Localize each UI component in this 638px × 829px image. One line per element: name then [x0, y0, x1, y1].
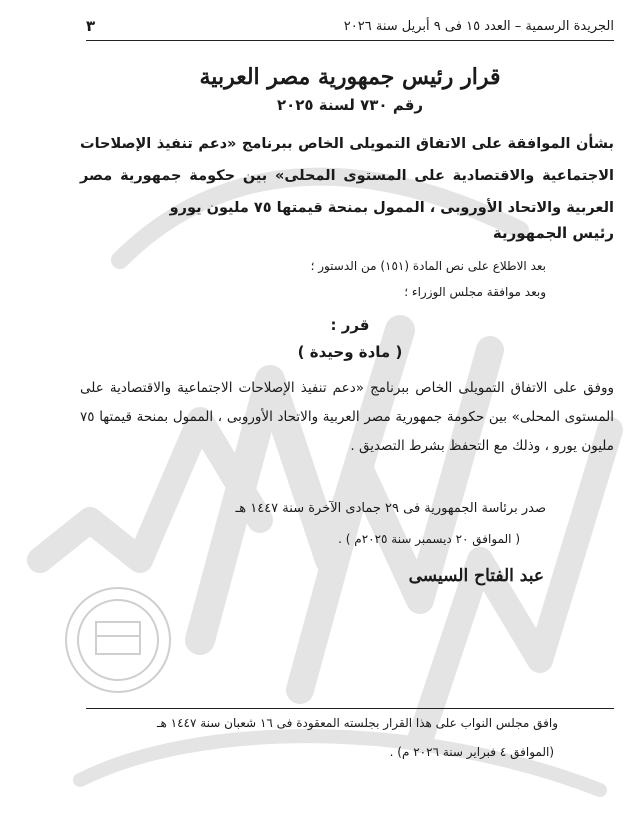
president-heading: رئيس الجمهورية: [492, 224, 614, 242]
preamble-constitution: بعد الاطلاع على نص المادة (١٥١) من الدستور ؛: [310, 259, 546, 273]
president-signature: عبد الفتاح السيسى: [408, 566, 544, 586]
article-title: ( مادة وحيدة ): [297, 343, 403, 361]
page-number: ٣: [86, 17, 96, 35]
footnote-parliament-approval: وافق مجلس النواب على هذا القرار بجلسته المعقودة فى ١٦ شعبان سنة ١٤٤٧ هـ: [156, 716, 558, 730]
issued-gregorian-date: ( الموافق ٢٠ ديسمبر سنة ٢٠٢٥م ) .: [338, 532, 520, 546]
decided-heading: قرر :: [330, 316, 370, 334]
decree-number: رقم ٧٣٠ لسنة ٢٠٢٥: [276, 96, 424, 114]
footnote-gregorian-date: (الموافق ٤ فبراير سنة ٢٠٢٦ م) .: [389, 745, 554, 759]
page-header: [86, 14, 614, 38]
publication-info: الجريدة الرسمية – العدد ١٥ فى ٩ أبريل سنة ٢٠٢٦: [343, 18, 614, 34]
issued-hijri-date: صدر برئاسة الجمهورية فى ٢٩ جمادى الآخرة سنة ١٤٤٧ هـ: [235, 501, 546, 516]
preamble-cabinet: وبعد موافقة مجلس الوزراء ؛: [404, 285, 546, 299]
article-body: ووفق على الاتفاق التمويلى الخاص ببرنامج «دعم تنفيذ الإصلاحات الاجتماعية والاقتصادية على المستوى المحلى» بين حكومة جمهورية مصر العربية والاتحاد الأوروبى ، الممول بمنحة قيمتها ٧٥ مليون يورو ، وذلك مع التحفظ بشرط التصديق .: [80, 380, 614, 454]
footnote-divider: [86, 708, 614, 709]
decree-subject: بشأن الموافقة على الاتفاق التمويلى الخاص ببرنامج «دعم تنفيذ الإصلاحات الاجتماعية والاقتصادية على المستوى المحلى» بين حكومة جمهورية مصر العربية والاتحاد الأوروبى ، الممول بمنحة قيمتها ٧٥ مليون يورو: [80, 136, 614, 216]
decree-title: قرار رئيس جمهورية مصر العربية: [199, 64, 501, 90]
header-divider: [86, 40, 614, 41]
